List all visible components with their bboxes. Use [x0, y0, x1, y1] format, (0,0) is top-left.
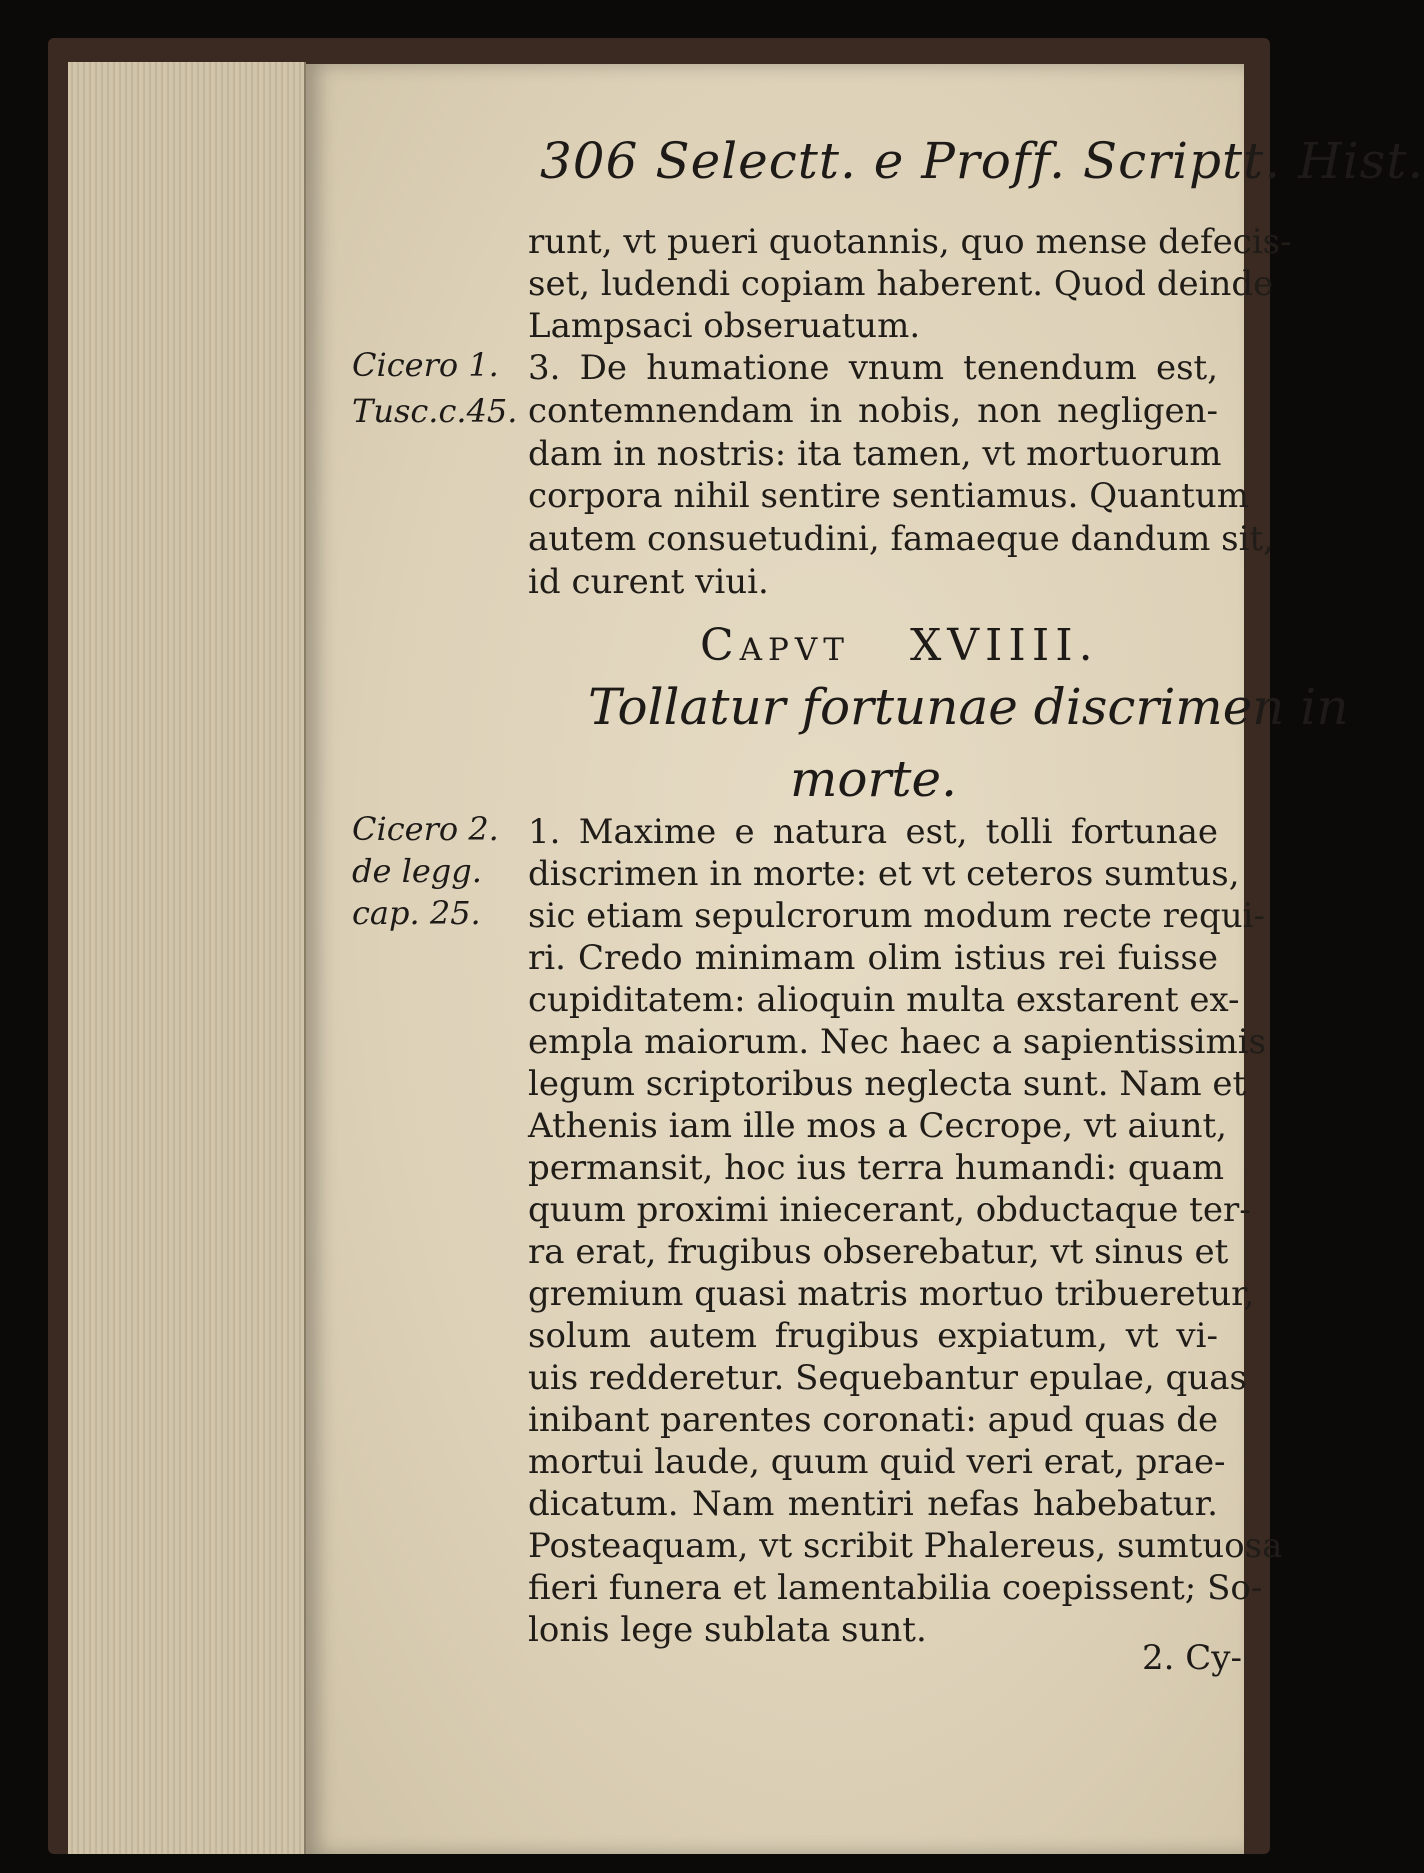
text-line: dam in nostris: ita tamen, vt mortuorum — [528, 434, 1222, 474]
text-line: gremium quasi matris mortuo tribueretur, — [528, 1274, 1255, 1314]
chapter-heading — [700, 620, 1099, 671]
text-line: empla maiorum. Nec haec a sapientissimis — [528, 1022, 1267, 1062]
text-line: Athenis iam ille mos a Cecrope, vt aiunt, — [528, 1106, 1227, 1146]
text-line: permansit, hoc ius terra humandi: quam — [528, 1148, 1225, 1188]
catchword: 2. Cy- — [1142, 1638, 1242, 1678]
text-line: contemnendam in nobis, non negligen- — [528, 391, 1218, 431]
text-line: 3. De humatione vnum tenendum est, — [528, 348, 1218, 388]
margin-note: Tusc.c.45. — [352, 392, 518, 430]
text-line: ri. Credo minimam olim istius rei fuisse — [528, 938, 1218, 978]
margin-note: Cicero 1. — [352, 346, 499, 384]
text-line: runt, vt pueri quotannis, quo mense defecis- — [528, 222, 1292, 262]
margin-note: de legg. — [352, 852, 482, 890]
text-line: legum scriptoribus neglecta sunt. Nam et — [528, 1064, 1247, 1104]
chapter-number: XVIIII. — [909, 620, 1099, 671]
margin-note: Cicero 2. — [352, 810, 499, 848]
text-line: Posteaquam, vt scribit Phalereus, sumtuosa — [528, 1526, 1283, 1566]
text-line: inibant parentes coronati: apud quas de — [528, 1400, 1219, 1440]
margin-note: cap. 25. — [352, 894, 481, 932]
running-head: 306 Selectt. e Proff. Scriptt. Hist. — [540, 132, 1424, 190]
text-line: solum autem frugibus expiatum, vt vi- — [528, 1316, 1218, 1356]
chapter-title: morte. — [790, 750, 957, 808]
text-line: sic etiam sepulcrorum modum recte requi- — [528, 896, 1266, 936]
text-line: autem consuetudini, famaeque dandum sit, — [528, 519, 1274, 559]
page-edges — [68, 62, 306, 1854]
text-line: discrimen in morte: et vt ceteros sumtus, — [528, 854, 1240, 894]
text-line: uis redderetur. Sequebantur epulae, quas — [528, 1358, 1247, 1398]
text-line: set, ludendi copiam haberent. Quod deinde — [528, 264, 1274, 304]
text-line: lonis lege sublata sunt. — [528, 1610, 927, 1650]
text-line: quum proximi iniecerant, obductaque ter- — [528, 1190, 1251, 1230]
text-line: fieri funera et lamentabilia coepissent; So- — [528, 1568, 1263, 1608]
text-line: 1. Maxime e natura est, tolli fortunae — [528, 812, 1218, 852]
chapter-title: Tollatur fortunae discrimen in — [588, 678, 1349, 736]
chapter-label: Capvt — [700, 620, 850, 671]
text-line: ra erat, frugibus obserebatur, vt sinus et — [528, 1232, 1229, 1272]
text-line: id curent viui. — [528, 562, 769, 602]
text-line: mortui laude, quum quid veri erat, prae- — [528, 1442, 1226, 1482]
text-line: dicatum. Nam mentiri nefas habebatur. — [528, 1484, 1218, 1524]
text-line: cupiditatem: alioquin multa exstarent ex- — [528, 980, 1240, 1020]
text-line: Lampsaci obseruatum. — [528, 306, 921, 346]
text-line: corpora nihil sentire sentiamus. Quantum — [528, 476, 1249, 516]
